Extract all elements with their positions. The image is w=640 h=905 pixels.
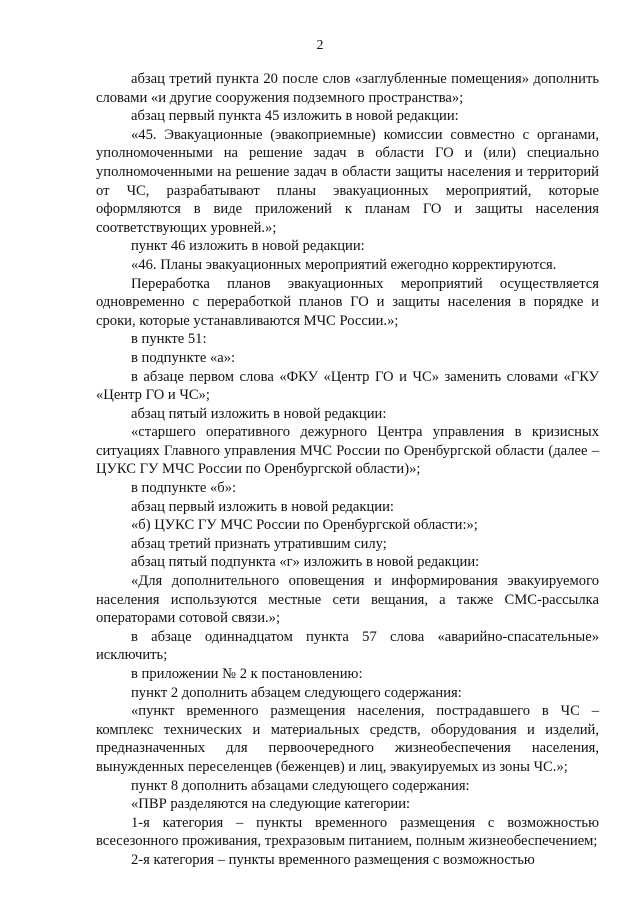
paragraph: абзац первый изложить в новой редакции: — [131, 498, 394, 515]
paragraph: абзац третий признать утратившим силу; — [131, 535, 387, 552]
paragraph: в пункте 51: — [131, 331, 207, 348]
paragraph: в подпункте «а»: — [131, 349, 236, 366]
paragraph: в абзаце одиннадцатом пункта 57 слова «аварийно-спасательные» исключить; — [96, 628, 599, 664]
paragraph: «46. Планы эвакуационных мероприятий ежегодно корректируются. — [131, 256, 557, 273]
paragraph: «ПВР разделяются на следующие категории: — [131, 796, 411, 813]
paragraph: «б) ЦУКС ГУ МЧС России по Оренбургской области:»; — [131, 517, 478, 534]
paragraph: абзац третий пункта 20 после слов «заглубленные помещения» дополнить словами «и другие сооружения подземного пространства»; — [96, 71, 599, 106]
document-body — [96, 70, 599, 870]
paragraph: «старшего оперативного дежурного Центра управления в кризисных ситуациях Главного управления МЧС России по Оренбургской области (далее – ЦУКС ГУ МЧС России по Оренбургской области)»; — [96, 424, 599, 478]
paragraph: «Для дополнительного оповещения и информирования эвакуируемого населения используются местные сети вещания, а также СМС-рассылка операторами сотовой связи.»; — [96, 573, 599, 627]
paragraph: в абзаце первом слова «ФКУ «Центр ГО и ЧС» заменить словами «ГКУ «Центр ГО и ЧС»; — [96, 368, 599, 404]
paragraph: пункт 8 дополнить абзацами следующего содержания: — [131, 777, 470, 794]
paragraph: «45. Эвакуационные (эвакоприемные) комиссии совместно с органами, уполномоченными на решение задач в области ГО и (или) специально уполномоченными на решение задач в области защиты населения и территорий от ЧС, разрабатывают планы эвакуационных мероприятий, которые оформляются в виде приложений к планам ГО и защиты населения соответствующих уровней.»; — [96, 126, 599, 236]
paragraph: абзац первый пункта 45 изложить в новой редакции: — [131, 108, 459, 125]
page-number: 2 — [316, 38, 324, 53]
paragraph: «пункт временного размещения населения, пострадавшего в ЧС – комплекс технических и материальных средств, оборудования и изделий, предназначенных для первоочередного жизнеобеспечения населения, вынужденных переселенцев (беженцев) и лиц, эвакуируемых из зоны ЧС.»; — [96, 703, 599, 775]
paragraph: в приложении № 2 к постановлению: — [131, 666, 363, 682]
paragraph: абзац пятый изложить в новой редакции: — [131, 405, 387, 422]
paragraph: 2-я категория – пункты временного размещения с возможностью — [131, 851, 535, 868]
paragraph: в подпункте «б»: — [131, 480, 237, 497]
paragraph: абзац пятый подпункта «г» изложить в новой редакции: — [131, 554, 480, 571]
paragraph: 1-я категория – пункты временного размещения с возможностью всесезонного проживания, трехразовым питанием, полным жизнеобеспечением; — [96, 814, 599, 850]
paragraph: пункт 2 дополнить абзацем следующего содержания: — [131, 684, 462, 701]
paragraph: пункт 46 изложить в новой редакции: — [131, 238, 365, 255]
paragraph: Переработка планов эвакуационных мероприятий осуществляется одновременно с переработкой планов ГО и защиты населения в порядке и сроки, которые устанавливаются МЧС России.»; — [96, 275, 599, 329]
